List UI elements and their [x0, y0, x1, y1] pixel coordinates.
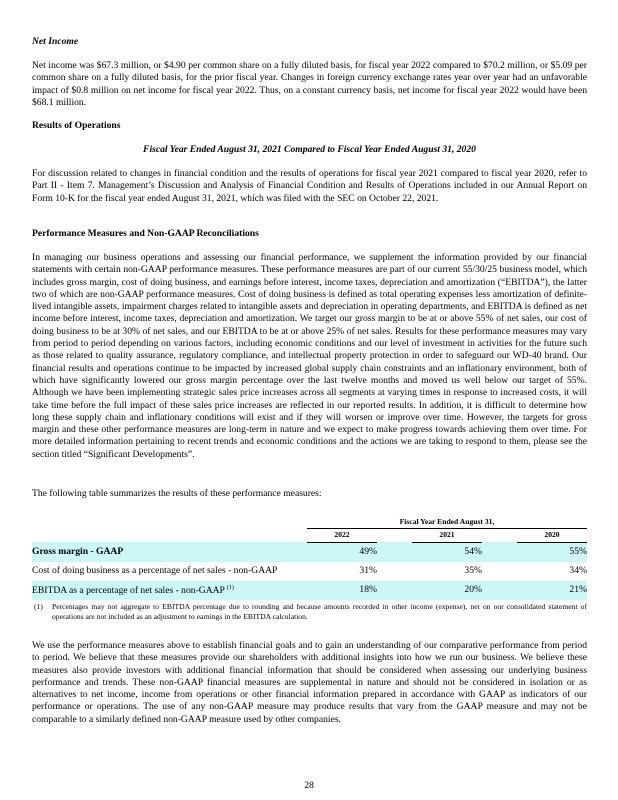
year-header: 2022: [307, 529, 377, 542]
net-income-paragraph: Net income was $67.3 million, or $4.90 per common share on a fully diluted basis, for fiscal year 2022 compared to $70.2 million, or $5.09 per common share on a fully diluted basis, for the prior fiscal year. Changes in foreign currency exchange rates year over year had an unfavorable impact of $0.8 million on net income for fiscal year 2022. Thus, on a constant currency basis, net income for fiscal year 2022 would have been $68.1 million.: [32, 60, 587, 108]
cell: 49%: [307, 542, 377, 562]
cell: 55%: [517, 542, 587, 562]
cell: 31%: [359, 564, 377, 576]
cell: 20%: [412, 581, 482, 600]
table-row: [32, 581, 587, 600]
cell: 34%: [569, 564, 587, 576]
group-header: Fiscal Year Ended August 31,: [307, 516, 587, 529]
cell: 35%: [464, 564, 482, 576]
footnote: [34, 602, 587, 622]
table-row: [32, 562, 587, 581]
results-heading: Results of Operations: [32, 120, 121, 131]
footnote-ref: (1): [226, 585, 234, 592]
footnote-text: Percentages may not aggregate to EBITDA percentage due to rounding and because amounts recorded in other income (expense), net on our consolidated statement of operations are not included as an adjustment to earnings in the EBITDA calculation.: [52, 602, 587, 621]
year-header: 2021: [412, 529, 482, 542]
net-income-heading: Net Income: [32, 36, 79, 47]
row-label: [32, 581, 307, 600]
row-label: Gross margin - GAAP: [32, 542, 307, 562]
performance-paragraph: In managing our business operations and assessing our financial performance, we supplement the information provided by our financial statements with certain non-GAAP performance measures. These performance measures are part of our current 55/30/25 business model, which includes gross margin, cost of doing business, and earnings before interest, income taxes, depreciation and amortization (“EBITDA”), the latter two of which are non-GAAP performance measures. Cost of doing business is defined as total operating expenses less amortization of definite-lived intangible assets, impairment charges related to intangible assets and depreciation in operating departments, and EBITDA is defined as net income before interest, income taxes, depreciation and amortization. We target our gross margin to be at or above 55% of net sales, our cost of doing business to be at 30% of net sales, and our EBITDA to be at or above 25% of net sales. Results for these performance measures may vary from period to period depending on various factors, including economic conditions and our level of investment in activities for the future such as those related to quality assurance, regulatory compliance, and intellectual property protection in order to safeguard our WD-40 brand. Our financial results and operations continue to be impacted by increased global supply chain constraints and an inflationary environment, both of which have significantly lowered our gross margin percentage over the last twelve months and moved us well below our target of 55%. Although we have been implementing strategic sales price increases across all segments at varying times in response to increased costs, it will take time before the full impact of these sales price increases are reflected in our reported results. In addition, it is difficult to determine how long these supply chain and inflationary conditions will exist and if they will worsen or improve over time. However, the targets for gross margin and these other performance measures are long-term in nature and we expect to make progress towards achieving them over time. For more detailed information pertaining to recent trends and economic conditions and the actions we are taking to respond to them, please see the section titled “Significant Developments”.: [32, 252, 587, 460]
cell: 21%: [517, 581, 587, 600]
row-label-text: EBITDA as a percentage of net sales - non-GAAP: [32, 585, 225, 597]
cell: 18%: [307, 581, 377, 600]
year-header: 2020: [517, 529, 587, 542]
table-intro: The following table summarizes the results of these performance measures:: [32, 488, 322, 499]
row-label: Cost of doing business as a percentage of net sales - non-GAAP: [32, 564, 278, 576]
performance-table: [32, 516, 587, 600]
results-paragraph: For discussion related to changes in financial condition and the results of operations for fiscal year 2021 compared to fiscal year 2020, refer to Part II - Item 7. Management’s Discussion and Analysis of Financial Condition and Results of Operations included in our Annual Report on Form 10-K for the fiscal year ended August 31, 2021, which was filed with the SEC on October 22, 2021.: [32, 168, 587, 204]
table-row: [32, 542, 587, 562]
performance-heading: Performance Measures and Non-GAAP Reconciliations: [32, 228, 259, 239]
cell: 54%: [412, 542, 482, 562]
results-subheading: Fiscal Year Ended August 31, 2021 Compared to Fiscal Year Ended August 31, 2020: [143, 144, 476, 155]
footnote-marker: (1): [34, 602, 43, 611]
closing-paragraph: We use the performance measures above to establish financial goals and to gain an understanding of our comparative performance from period to period. We believe that these measures provide our shareholders with additional insights into how we run our business. We believe these measures also provide investors with additional financial information that should be considered when assessing our underlying business performance and trends. These non-GAAP financial measures are supplemental in nature and should not be considered in isolation or as alternatives to net income, income from operations or other financial information prepared in accordance with GAAP as indicators of our performance or operations. The use of any non-GAAP measure may produce results that vary from the GAAP measure and may not be comparable to a similarly defined non-GAAP measure used by other companies.: [32, 640, 587, 725]
page-number: 28: [304, 780, 314, 791]
